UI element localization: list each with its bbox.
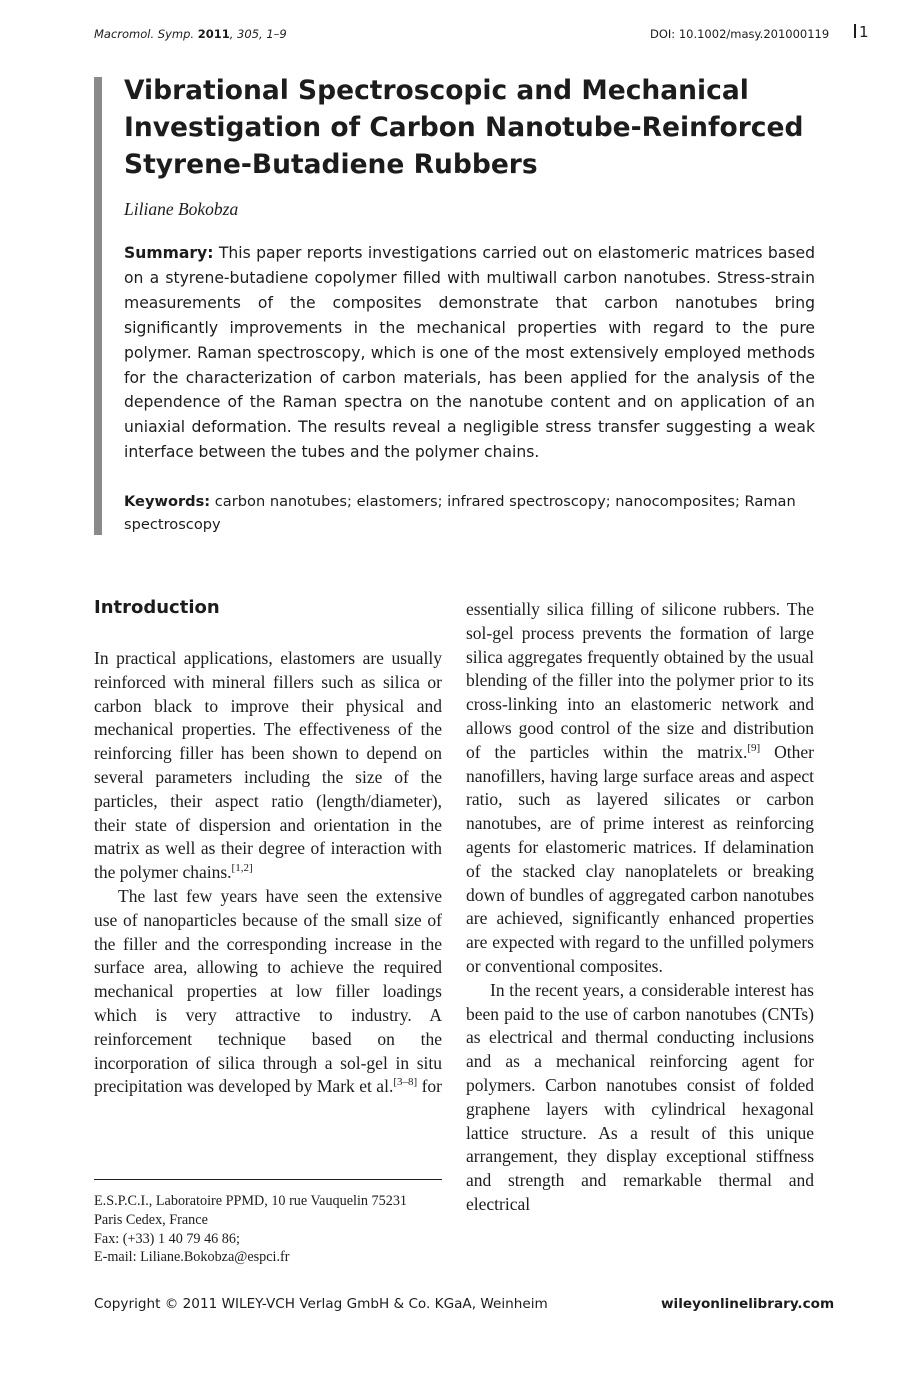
paragraph	[94, 647, 442, 885]
paragraph-text: The last few years have seen the extensive use of nanoparticles because of the small size of the filler and the corresponding increase in the surface area, allowing to achieve the required mechanical properties at low filler loadings which is very attractive to industry. A reinforcement technique based on the incorporation of silica through a sol-gel in situ precipitation was developed by Mark et al.	[94, 885, 442, 1097]
paragraph	[94, 885, 442, 1099]
page-number: 1	[859, 23, 869, 41]
left-column	[94, 647, 442, 1099]
paragraph-continued	[466, 598, 814, 979]
summary-text: This paper reports investigations carried out on elastomeric matrices based on a styrene-butadiene copolymer filled with multiwall carbon nanotubes. Stress-strain measurements of the composites demonstrate that carbon nanotubes bring significantly improvements in the mechanical properties with regard to the pure polymer. Raman spectroscopy, which is one of the most extensively employed methods for the characterization of carbon materials, has been applied for the analysis of the dependence of the Raman spectra on the nanotube content and on application of an uniaxial deformation. The results reveal a negligible stress transfer suggesting a weak interface between the tubes and the polymer chains.	[124, 244, 815, 462]
affiliation-fax: Fax: (+33) 1 40 79 46 86;	[94, 1230, 240, 1247]
article-title: Vibrational Spectroscopic and Mechanical Investigation of Carbon Nanotube-Reinforced Styrene-Butadiene Rubbers	[124, 75, 804, 180]
footer-copyright: Copyright © 2011 WILEY-VCH Verlag GmbH & Co. KGaA, Weinheim	[94, 1296, 548, 1312]
author-affiliation	[94, 1192, 454, 1267]
journal-name: Macromol. Symp.	[94, 27, 195, 41]
citation-ref: [9]	[747, 741, 761, 754]
abstract-summary	[124, 241, 815, 465]
author-name: Liliane Bokobza	[124, 199, 239, 219]
paragraph	[466, 979, 814, 1217]
affiliation-email: E-mail: Liliane.Bokobza@espci.fr	[94, 1249, 290, 1266]
journal-citation	[94, 27, 287, 41]
paragraph-text: In the recent years, a considerable interest has been paid to the use of carbon nanotubes (CNTs) as electrical and thermal conducting inclusions and as a mechanical reinforcing agent for polymers. Carbon nanotubes consist of folded graphene layers with cylindrical hexagonal lattice structure. As a result of this unique arrangement, they display exceptional stiffness and strength and remarkable thermal and electrical	[466, 979, 814, 1214]
page-marker-bar	[854, 24, 856, 38]
keywords-label: Keywords:	[124, 493, 211, 510]
paragraph-text: essentially silica filling of silicone rubbers. The sol-gel process prevents the formation of large silica aggregates frequently obtained by the usual blending of the filler into the polymer prior to its cross-linking into an elastomeric network and allows good control of the size and distribution of the particles within the matrix.	[466, 599, 814, 762]
affiliation-line: E.S.P.C.I., Laboratoire PPMD, 10 rue Vauquelin 75231	[94, 1193, 408, 1209]
keywords-text: carbon nanotubes; elastomers; infrared spectroscopy; nanocomposites; Raman spectroscopy	[124, 493, 796, 533]
running-head	[94, 25, 870, 45]
paragraph-text: Other nanofillers, having large surface areas and aspect ratio, such as layered silicates or carbon nanotubes, are of prime interest as reinforcing agents for elastomeric matrices. If delamination of the stacked clay nanoplatelets or breaking down of bundles of aggregated carbon nanotubes are achieved, significantly enhanced properties are expected with regard to the unfilled polymers or conventional composites.	[466, 741, 814, 976]
journal-volume-pages: , 305, 1–9	[229, 27, 287, 41]
paragraph-text: for	[417, 1076, 443, 1097]
paragraph-text: In practical applications, elastomers are usually reinforced with mineral fillers such as silica or carbon black to improve their physical and mechanical properties. The effectiveness of the reinforcing filler has been shown to depend on several parameters including the size of the particles, their aspect ratio (length/diameter), their state of dispersion and orientation in the matrix as well as their degree of interaction with the polymer chains.	[94, 648, 442, 883]
footnote-divider	[94, 1179, 442, 1180]
section-heading-introduction: Introduction	[94, 597, 220, 618]
affiliation-line: Paris Cedex, France	[94, 1211, 208, 1228]
keywords	[124, 490, 815, 536]
citation-ref: [3–8]	[393, 1076, 418, 1089]
doi: DOI: 10.1002/masy.201000119	[650, 27, 830, 41]
journal-year: 2011	[197, 27, 230, 41]
citation-ref: [1,2]	[231, 862, 253, 875]
abstract-side-bar	[94, 77, 102, 535]
summary-label: Summary:	[124, 244, 214, 262]
page-number-marker	[854, 23, 869, 41]
footer-site-link[interactable]: wileyonlinelibrary.com	[661, 1296, 835, 1312]
right-column	[466, 598, 814, 1217]
